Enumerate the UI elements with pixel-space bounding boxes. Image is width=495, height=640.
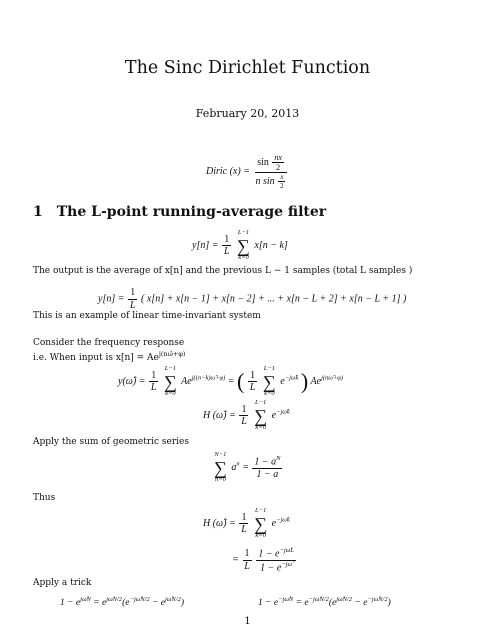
trick-equation-right: $1 - e^{-j\omegâN} = e^{-j\omegâN/2}(e^{j\omegâN/2} - e^{-j\omegâN/2})$ xyxy=(258,596,391,609)
one-over-L: $\frac{1}{L}$ xyxy=(223,233,230,257)
section-number: 1 xyxy=(33,204,43,220)
expanded-average-equation: y[n] = $\frac{1}{L}$ ( x[n] + x[n − 1] + x[n − 2] + ... + x[n − L + 2] + x[n − L + 1] ) xyxy=(98,287,407,311)
paper-date: February 20, 2013 xyxy=(195,107,300,120)
geometric-series-equation: N−1 ∑ n=0 $a^n$ = $\frac{1 - a^N}{1 - a}$ xyxy=(214,451,281,483)
paragraph-input-definition: i.e. When input is $x[n] = Ae^{j(n\omegâ+\varphi)}$ xyxy=(33,350,186,363)
diric-fraction xyxy=(253,153,288,190)
diric-lhs: Diric (x) = xyxy=(206,166,250,178)
paragraph-thus: Thus xyxy=(33,493,56,503)
paragraph-lti: This is an example of linear time-invariant system xyxy=(33,311,261,321)
diric-den: n sin xyxy=(255,176,275,188)
paragraph-frequency-response: Consider the frequency response xyxy=(33,338,185,348)
paper-title: The Sinc Dirichlet Function xyxy=(124,58,371,78)
summation-symbol: L−1 ∑ k=0 xyxy=(237,229,250,261)
frequency-response-equation: y(ω̂) = $\frac{1}{L}$ L−1 ∑ k=0 $Ae^{j((n-k)\omegâ+\varphi)}$ = ( $\frac{1}{L}$ L−1 ∑ k=0 $e^{-j\omegâk}$ ) $Ae^{j(n\omegâ+\varphi)}$ xyxy=(118,365,344,397)
paragraph-geometric-series: Apply the sum of geometric series xyxy=(33,437,190,447)
transfer-function-equation: H (ω̂) = $\frac{1}{L}$ L−1 ∑ k=0 $e^{-j\omegâk}$ xyxy=(203,399,290,431)
transfer-function-equation-2: H (ω̂) = $\frac{1}{L}$ L−1 ∑ k=0 $e^{-j\omegâk}$ xyxy=(203,507,290,539)
section-title: The L-point running-average filter xyxy=(56,204,327,220)
paragraph-apply-trick: Apply a trick xyxy=(33,578,92,588)
running-average-equation: y[n] = $\frac{1}{L}$ L−1 ∑ k=0 x[n − k] xyxy=(192,229,288,261)
diric-den-arg: $\frac{x}{2}$ xyxy=(280,173,284,191)
paragraph-output-average: The output is the average of x[n] and the previous L − 1 samples (total L samples ) xyxy=(33,266,413,276)
closed-form-equation: = $\frac{1}{L}$ $\frac{1 - e^{-j\omegâL}}{1 - e^{-j\omegâ}}$ xyxy=(232,547,294,574)
diric-equation xyxy=(206,153,290,190)
section-heading xyxy=(33,204,326,220)
diric-num-fn: sin xyxy=(257,156,269,168)
diric-num-arg: $\frac{nx}{2}$ xyxy=(274,153,282,173)
trick-equation-left: $1 - e^{j\omegâN} = e^{j\omegâN/2}(e^{-j\omegâN/2} - e^{j\omegâN/2})$ xyxy=(60,596,184,609)
page-number: 1 xyxy=(244,616,251,627)
